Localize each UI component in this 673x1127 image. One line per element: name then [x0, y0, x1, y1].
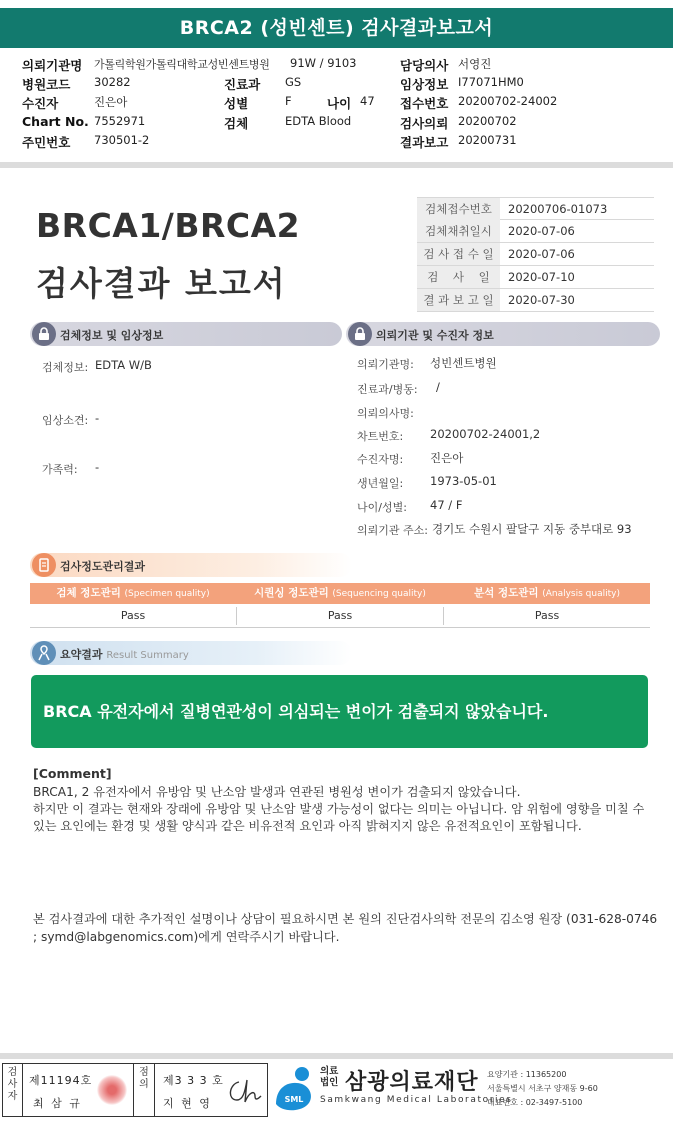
comment-line: 하지만 이 결과는 현재와 장래에 유방암 및 난소암 발생 가능성이 없다는 의미는 아닙니다. 암 위험에 영향을 미칠 수 있는 요인에는 환경 및 생활 양식과 같은 비유전적 요인과 아직 밝혀지지 않은 유전적요인이 포함됩니다.: [33, 802, 645, 833]
field-label: 차트번호:: [357, 430, 404, 443]
report-subtitle: 검사결과 보고서: [36, 264, 287, 303]
field-label: 의뢰기관 주소:: [357, 524, 428, 537]
section-subtitle: Result Summary: [106, 650, 189, 661]
reviewer-name: 지 현 영: [163, 1097, 212, 1110]
qc-table: [30, 583, 650, 628]
meta-label: 결 과 보 고 일: [417, 289, 500, 311]
field-value: -: [95, 460, 100, 474]
header-value: GS: [285, 75, 302, 89]
contact-note: 본 검사결과에 대한 추가적인 설명이나 상담이 필요하시면 본 원의 진단검사의학 전문의 김소영 원장 (031-628-0746 ; symd@labgenomics.com)에게 연락주시기 바랍니다.: [33, 912, 658, 944]
report-banner: BRCA2 (성빈센트) 검사결과보고서: [0, 8, 673, 48]
meta-label: 검 사 접 수 일: [417, 243, 500, 265]
field-value: -: [95, 411, 100, 425]
meta-value: 2020-07-10: [508, 270, 575, 284]
qc-header-row: [30, 583, 650, 604]
meta-value: 2020-07-06: [508, 224, 575, 238]
org-info: 대표번호 : 02-3497-5100: [487, 1098, 583, 1107]
comment-heading: [Comment]: [33, 766, 112, 781]
inspector-name: 최 삼 규: [33, 1097, 82, 1110]
field-label: 생년월일:: [357, 477, 404, 490]
qc-column-sub: (Specimen quality): [124, 589, 210, 599]
seal-icon: [97, 1075, 127, 1105]
meta-value: 20200706-01073: [508, 202, 608, 216]
header-value: 730501-2: [94, 133, 150, 147]
header-label: 의뢰기관명: [22, 58, 83, 73]
report-title: BRCA1/BRCA2: [36, 206, 301, 245]
field-value: /: [436, 380, 440, 394]
meta-value: 2020-07-06: [508, 247, 575, 261]
header-label: 결과보고: [400, 135, 449, 150]
qc-value: Pass: [327, 609, 353, 622]
qc-column-sub: (Sequencing quality): [332, 589, 426, 599]
meta-row: [417, 220, 654, 243]
header-label: 성별: [224, 96, 249, 111]
reviewer-license: 제3 3 3 호: [163, 1074, 224, 1087]
comment-line: BRCA1, 2 유전자에서 유방암 및 난소암 발생과 연관된 병원성 변이가 검출되지 않았습니다.: [33, 785, 521, 799]
header-label: 검사의뢰: [400, 116, 449, 131]
header-value: 20200731: [458, 133, 517, 147]
field-label: 나이/성별:: [357, 501, 407, 514]
header-row: [22, 75, 662, 91]
qc-column-name: 시퀀싱 정도관리: [254, 587, 329, 599]
header-label: 수진자: [22, 96, 59, 111]
meta-row: [417, 266, 654, 289]
org-subtitle: Samkwang Medical Laboratories: [320, 1095, 513, 1105]
header-value: 가톨릭학원가톨릭대학교성빈센트병원: [94, 58, 270, 71]
divider: [0, 1053, 673, 1059]
qc-column-header: [237, 583, 443, 605]
meta-label: 검체채취일시: [417, 220, 500, 242]
header-row: [22, 56, 662, 72]
sml-logo-icon: [272, 1064, 318, 1114]
header-value: 20200702-24002: [458, 94, 558, 108]
header-label: 나이: [327, 96, 352, 111]
header-value: I77071HM0: [458, 75, 524, 89]
header-label: 검체: [224, 116, 249, 131]
lock-icon: [348, 322, 372, 346]
meta-row: [417, 289, 654, 312]
meta-label: 검체접수번호: [417, 198, 500, 220]
header-label: 병원코드: [22, 77, 71, 92]
summary-section-header: [30, 641, 352, 665]
field-label: 의뢰의사명:: [357, 407, 414, 420]
header-label: 진료과: [224, 77, 261, 92]
qc-section-header: [30, 553, 352, 577]
meta-row: [417, 197, 654, 220]
sml-logo-text: SML: [284, 1095, 304, 1104]
field-label: 가족력:: [42, 463, 78, 476]
report-meta-table: [417, 197, 654, 312]
org-corp-text: 의료 법인: [320, 1066, 339, 1088]
divider: [0, 162, 673, 168]
header-label: 접수번호: [400, 96, 449, 111]
header-value: EDTA Blood: [285, 114, 352, 128]
qc-value: Pass: [534, 609, 560, 622]
section-title: 검사정도관리결과: [60, 560, 146, 573]
comment-body: [33, 784, 658, 835]
header-value: 30282: [94, 75, 131, 89]
field-value: 1973-05-01: [430, 474, 497, 488]
meta-row: [417, 243, 654, 266]
field-value: 20200702-24001,2: [430, 427, 541, 441]
header-value: 91W / 9103: [290, 56, 357, 70]
field-label: 의뢰기관명:: [357, 358, 414, 371]
header-value: 진은아: [94, 95, 128, 109]
section-title: 의뢰기관 및 수진자 정보: [376, 329, 494, 342]
qc-column-name: 분석 정도관리: [474, 587, 539, 599]
org-corp: [320, 1066, 338, 1088]
header-row: [22, 133, 662, 149]
field-label: 수진자명:: [357, 453, 404, 466]
qc-column-header: [30, 583, 236, 605]
signature-icon: [225, 1074, 263, 1108]
field-value: 47 / F: [430, 498, 463, 512]
clipboard-icon: [32, 553, 56, 577]
lock-icon: [32, 322, 56, 346]
ribbon-icon: [32, 641, 56, 665]
signature-box: [2, 1063, 268, 1117]
specimen-section-header: [30, 322, 342, 346]
org-info: 서울특별시 서초구 양재동 9-60: [487, 1084, 598, 1093]
section-title: [60, 646, 189, 662]
header-value: 20200702: [458, 114, 517, 128]
header-label: Chart No.: [22, 114, 89, 129]
meta-label: 검 사 일: [417, 266, 500, 288]
header-label: 임상정보: [400, 77, 449, 92]
inspector-label: 검 사 자: [3, 1064, 23, 1116]
header-label: 주민번호: [22, 135, 71, 150]
header-value: F: [285, 94, 292, 108]
qc-column-sub: (Analysis quality): [542, 589, 620, 599]
field-label: 임상소견:: [42, 414, 89, 427]
header-row: [22, 114, 662, 130]
field-value: EDTA W/B: [95, 358, 152, 372]
qc-value: Pass: [120, 609, 146, 622]
section-title: 검체정보 및 임상정보: [60, 329, 164, 342]
qc-column-header: [444, 583, 650, 605]
qc-value-row: [30, 604, 650, 628]
result-summary-banner: BRCA 유전자에서 질병연관성이 의심되는 변이가 검출되지 않았습니다.: [31, 675, 648, 748]
header-value: 7552971: [94, 114, 146, 128]
section-title-text: 요약결과: [60, 648, 103, 661]
header-value: 서영진: [458, 57, 492, 71]
qc-column-name: 검체 정도관리: [56, 587, 121, 599]
header-label: 담당의사: [400, 58, 449, 73]
reviewer-label: 점 의: [133, 1064, 155, 1116]
header-row: [22, 94, 662, 110]
meta-value: 2020-07-30: [508, 293, 575, 307]
field-label: 진료과/병동:: [357, 383, 418, 396]
org-info: 요양기관 : 11365200: [487, 1070, 567, 1079]
field-label: 검체정보:: [42, 361, 89, 374]
institution-section-header: [346, 322, 660, 346]
inspector-license: 제11194호: [29, 1074, 93, 1087]
field-value: 성빈센트병원: [430, 356, 497, 370]
header-value: 47: [360, 94, 375, 108]
org-name: 삼광의료재단: [345, 1070, 479, 1095]
field-value: 진은아: [430, 451, 464, 465]
field-value: 경기도 수원시 팔달구 지동 중부대로 93: [432, 522, 632, 536]
